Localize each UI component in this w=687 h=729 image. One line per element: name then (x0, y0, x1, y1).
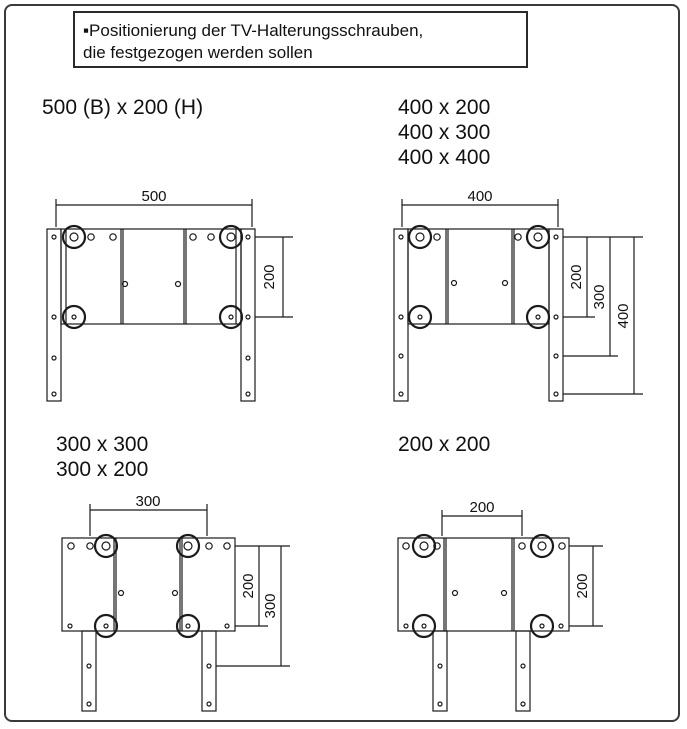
title-300x300: 300 x 300 (56, 433, 149, 456)
title-200x200: 200 x 200 (398, 433, 491, 456)
dim-d-width: 200 (469, 499, 495, 516)
bracket-300x300 (62, 504, 290, 711)
dim-b-h200: 200 (568, 264, 585, 290)
screw-circles-200x200 (413, 535, 553, 637)
title-500x200: 500 (B) x 200 (H) (42, 96, 204, 119)
dim-c-h300: 300 (262, 593, 279, 619)
title-300x200: 300 x 200 (56, 458, 149, 481)
note-line-1: ▪Positionierung der TV-Halterungsschrauben, (83, 21, 424, 40)
bracket-200x200 (398, 510, 603, 711)
dim-b-width: 400 (467, 188, 493, 205)
dim-c-h200: 200 (240, 573, 257, 599)
title-400x300: 400 x 300 (398, 121, 491, 144)
bracket-500x200 (47, 199, 293, 401)
title-400x400: 400 x 400 (398, 146, 491, 169)
screw-circles-400x400 (409, 226, 549, 328)
note-line-2: die festgezogen werden sollen (83, 43, 313, 62)
screw-circles-500x200 (63, 226, 242, 328)
dim-c-width: 300 (135, 493, 161, 510)
title-400x200: 400 x 200 (398, 96, 491, 119)
screw-circles-300x300 (95, 535, 199, 637)
dim-a-width: 500 (141, 188, 167, 205)
dim-b-h300: 300 (591, 284, 608, 310)
dim-b-h400: 400 (615, 303, 632, 329)
dim-a-height: 200 (261, 264, 278, 290)
dim-d-h200: 200 (574, 573, 591, 599)
